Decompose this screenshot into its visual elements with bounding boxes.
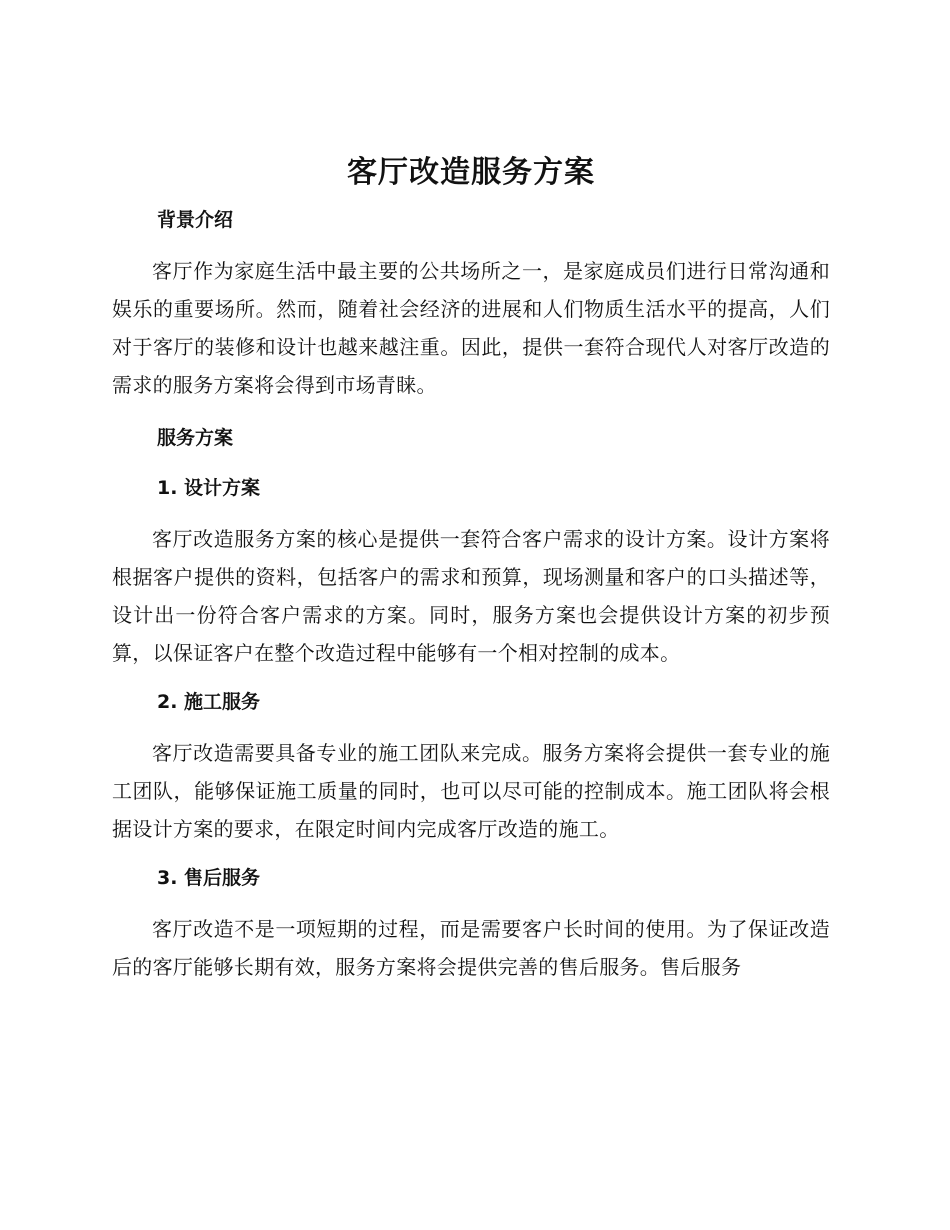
sub-heading-design-plan: 1. 设计方案 — [157, 477, 261, 499]
sub-heading-construction-service: 2. 施工服务 — [157, 691, 261, 713]
paragraph-background: 客厅作为家庭生活中最主要的公共场所之一，是家庭成员们进行日常沟通和娱乐的重要场所。然而，随着社会经济的进展和人们物质生活水平的提高，人们对于客厅的装修和设计也越来越注重。因此，提供一套符合现代人对客厅改造的需求的服务方案将会得到市场青睐。 — [112, 259, 830, 397]
section-heading-background: 背景介绍 — [157, 209, 234, 231]
paragraph-after-sales-service: 客厅改造不是一项短期的过程，而是需要客户长时间的使用。为了保证改造后的客厅能够长期有效，服务方案将会提供完善的售后服务。售后服务 — [112, 917, 830, 979]
sub-heading-after-sales-service: 3. 售后服务 — [157, 867, 261, 889]
section-heading-service-plan: 服务方案 — [157, 427, 234, 449]
page-title: 客厅改造服务方案 — [347, 155, 595, 190]
paragraph-construction-service: 客厅改造需要具备专业的施工团队来完成。服务方案将会提供一套专业的施工团队，能够保证施工质量的同时，也可以尽可能的控制成本。施工团队将会根据设计方案的要求，在限定时间内完成客厅改造的施工。 — [112, 741, 830, 841]
paragraph-design-plan: 客厅改造服务方案的核心是提供一套符合客户需求的设计方案。设计方案将根据客户提供的资料，包括客户的需求和预算，现场测量和客户的口头描述等，设计出一份符合客户需求的方案。同时，服务方案也会提供设计方案的初步预算，以保证客户在整个改造过程中能够有一个相对控制的成本。 — [112, 527, 830, 665]
